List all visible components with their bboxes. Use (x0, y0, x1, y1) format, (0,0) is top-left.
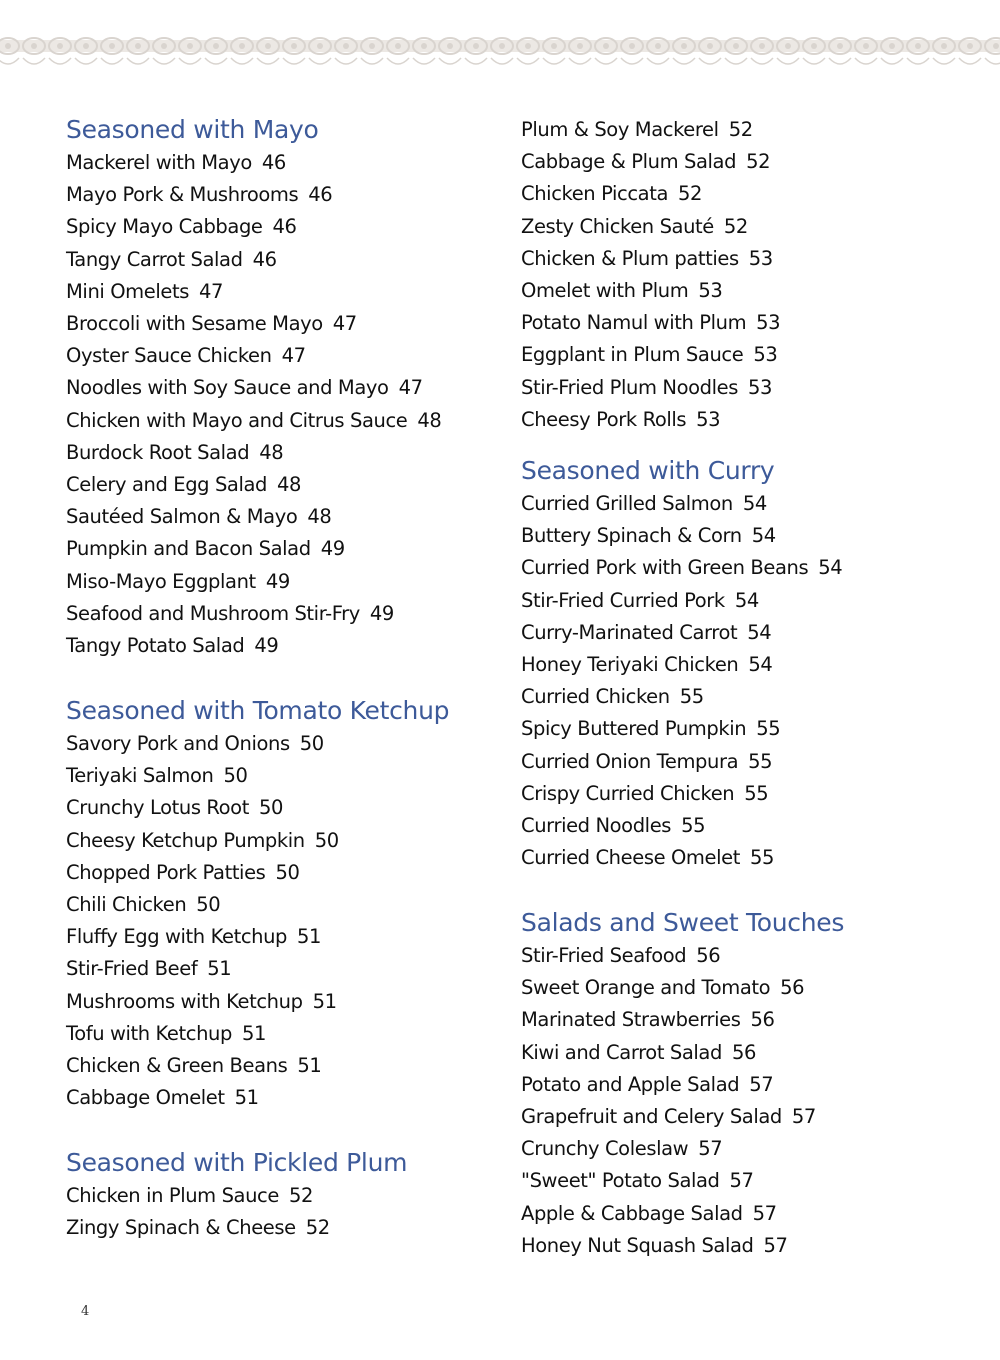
recipe-page: 50 (275, 860, 300, 884)
recipe-name: Crunchy Coleslaw (521, 1137, 689, 1161)
recipe-entry (66, 857, 506, 889)
recipe-name: Mayo Pork & Mushrooms (66, 183, 299, 207)
recipe-name: Marinated Strawberries (521, 1008, 741, 1032)
recipe-name: Miso-Mayo Eggplant (66, 569, 256, 593)
recipe-name: Cheesy Ketchup Pumpkin (66, 828, 305, 852)
section-pickled-plum (66, 1146, 506, 1244)
recipe-list (521, 940, 961, 1262)
recipe-entry (521, 520, 961, 552)
recipe-entry (521, 1101, 961, 1133)
recipe-page: 50 (196, 893, 221, 917)
recipe-entry (66, 825, 506, 857)
recipe-entry (521, 114, 961, 146)
recipe-name: Mushrooms with Ketchup (66, 989, 303, 1013)
recipe-page: 48 (277, 473, 302, 497)
recipe-entry (521, 275, 961, 307)
recipe-entry (66, 340, 506, 372)
recipe-page: 50 (258, 796, 283, 820)
recipe-entry (521, 940, 961, 972)
recipe-list (66, 728, 506, 1114)
recipe-page: 54 (734, 588, 759, 612)
recipe-name: Pumpkin and Bacon Salad (66, 537, 311, 561)
recipe-entry (521, 1004, 961, 1036)
recipe-name: Celery and Egg Salad (66, 473, 268, 497)
recipe-page: 51 (242, 1021, 267, 1045)
recipe-name: Stir-Fried Beef (66, 957, 198, 981)
recipe-name: Sautéed Salmon & Mayo (66, 505, 298, 529)
section-heading: Seasoned with Pickled Plum (66, 1148, 408, 1177)
recipe-list (66, 147, 506, 662)
recipe-page: 54 (748, 653, 773, 677)
recipe-page: 46 (308, 183, 333, 207)
recipe-name: Cabbage Omelet (66, 1086, 225, 1110)
recipe-page: 56 (750, 1008, 775, 1032)
recipe-entry (66, 437, 506, 469)
section-mayo (66, 113, 506, 662)
recipe-entry (66, 211, 506, 243)
recipe-page: 52 (305, 1216, 330, 1240)
recipe-name: Chicken Piccata (521, 182, 669, 206)
recipe-list (521, 488, 961, 874)
section-heading: Seasoned with Mayo (66, 115, 319, 144)
recipe-page: 52 (746, 150, 771, 174)
recipe-name: Mackerel with Mayo (66, 151, 252, 174)
recipe-name: Curry-Marinated Carrot (521, 620, 738, 644)
section-heading: Salads and Sweet Touches (521, 908, 845, 937)
recipe-entry (66, 276, 506, 308)
recipe-entry (66, 533, 506, 565)
recipe-entry (66, 405, 506, 437)
recipe-entry (521, 1133, 961, 1165)
recipe-entry (521, 146, 961, 178)
recipe-page: 50 (314, 828, 339, 852)
recipe-name: Grapefruit and Celery Salad (521, 1105, 782, 1129)
recipe-entry (521, 713, 961, 745)
recipe-entry (521, 778, 961, 810)
recipe-page: 47 (281, 344, 306, 368)
recipe-page: 55 (679, 685, 704, 709)
recipe-name: Honey Nut Squash Salad (521, 1233, 754, 1257)
recipe-page: 57 (791, 1105, 816, 1129)
recipe-entry (521, 211, 961, 243)
recipe-entry (521, 307, 961, 339)
recipe-page: 50 (299, 732, 324, 755)
recipe-entry (521, 649, 961, 681)
recipe-name: Noodles with Soy Sauce and Mayo (66, 376, 389, 400)
recipe-name: Stir-Fried Plum Noodles (521, 375, 738, 399)
recipe-entry (66, 244, 506, 276)
section-plum-continued (521, 114, 961, 436)
recipe-name: Spicy Buttered Pumpkin (521, 717, 747, 741)
recipe-name: Fluffy Egg with Ketchup (66, 925, 288, 949)
recipe-entry (66, 889, 506, 921)
recipe-page: 57 (698, 1137, 723, 1161)
recipe-name: Stir-Fried Seafood (521, 944, 687, 967)
recipe-page: 55 (756, 717, 781, 741)
recipe-page: 46 (272, 215, 297, 239)
recipe-entry (66, 308, 506, 340)
recipe-list (66, 1180, 506, 1244)
recipe-entry (521, 842, 961, 874)
recipe-page: 51 (207, 957, 232, 981)
recipe-name: Eggplant in Plum Sauce (521, 343, 744, 367)
recipe-name: Curried Pork with Green Beans (521, 556, 809, 580)
recipe-page: 54 (742, 492, 767, 515)
recipe-name: Curried Cheese Omelet (521, 846, 740, 870)
recipe-entry (66, 469, 506, 501)
recipe-name: Chicken in Plum Sauce (66, 1184, 279, 1207)
recipe-name: "Sweet" Potato Salad (521, 1169, 720, 1193)
recipe-name: Chicken & Plum patties (521, 246, 739, 270)
recipe-entry (521, 243, 961, 275)
recipe-name: Tofu with Ketchup (66, 1021, 232, 1045)
recipe-page: 48 (307, 505, 332, 529)
recipe-name: Chili Chicken (66, 893, 187, 917)
recipe-name: Sweet Orange and Tomato (521, 976, 771, 1000)
recipe-page: 49 (320, 537, 345, 561)
recipe-name: Omelet with Plum (521, 279, 689, 303)
recipe-page: 51 (234, 1086, 259, 1110)
recipe-name: Teriyaki Salmon (66, 764, 214, 788)
recipe-entry (521, 810, 961, 842)
recipe-entry (521, 339, 961, 371)
recipe-page: 49 (369, 601, 394, 625)
recipe-entry (521, 681, 961, 713)
recipe-entry (521, 585, 961, 617)
recipe-name: Plum & Soy Mackerel (521, 118, 719, 141)
recipe-page: 49 (254, 634, 279, 658)
recipe-page: 55 (681, 814, 706, 838)
recipe-page: 56 (696, 944, 721, 967)
recipe-entry (521, 372, 961, 404)
recipe-name: Curried Noodles (521, 814, 672, 838)
recipe-page: 56 (780, 976, 805, 1000)
recipe-name: Chopped Pork Patties (66, 860, 266, 884)
recipe-entry (521, 488, 961, 520)
recipe-page: 52 (723, 214, 748, 238)
recipe-page: 51 (312, 989, 337, 1013)
recipe-name: Potato and Apple Salad (521, 1072, 740, 1096)
recipe-page: 53 (756, 311, 781, 335)
recipe-page: 47 (398, 376, 423, 400)
recipe-page: 52 (728, 118, 753, 141)
recipe-page: 53 (698, 279, 723, 303)
recipe-name: Curried Chicken (521, 685, 670, 709)
section-tomato-ketchup (66, 694, 506, 1114)
recipe-entry (521, 746, 961, 778)
recipe-page: 57 (763, 1233, 788, 1257)
recipe-name: Cabbage & Plum Salad (521, 150, 737, 174)
recipe-entry (521, 1230, 961, 1262)
recipe-page: 46 (252, 247, 277, 271)
recipe-entry (521, 1198, 961, 1230)
recipe-name: Curried Grilled Salmon (521, 492, 733, 515)
recipe-entry (66, 566, 506, 598)
recipe-page: 51 (297, 925, 322, 949)
recipe-page: 48 (259, 440, 284, 464)
recipe-page: 47 (332, 312, 357, 336)
recipe-page: 55 (749, 846, 774, 870)
recipe-page: 52 (288, 1184, 313, 1207)
recipe-entry (521, 404, 961, 436)
section-heading: Seasoned with Curry (521, 456, 775, 485)
lace-border (0, 0, 1000, 78)
recipe-name: Zingy Spinach & Cheese (66, 1216, 296, 1240)
recipe-page: 51 (297, 1054, 322, 1078)
recipe-name: Oyster Sauce Chicken (66, 344, 272, 368)
recipe-entry (66, 179, 506, 211)
recipe-entry (66, 1082, 506, 1114)
recipe-page: 46 (261, 151, 286, 174)
recipe-name: Savory Pork and Onions (66, 732, 290, 755)
recipe-page: 54 (818, 556, 843, 580)
recipe-page: 53 (753, 343, 778, 367)
recipe-page: 55 (748, 749, 773, 773)
recipe-entry (521, 972, 961, 1004)
recipe-page: 47 (198, 279, 223, 303)
recipe-entry (66, 728, 506, 760)
recipe-page: 56 (731, 1040, 756, 1064)
recipe-name: Tangy Carrot Salad (66, 247, 243, 271)
recipe-page: 48 (417, 408, 442, 432)
recipe-name: Crispy Curried Chicken (521, 781, 735, 805)
recipe-name: Chicken & Green Beans (66, 1054, 288, 1078)
recipe-entry (66, 792, 506, 824)
recipe-entry (66, 953, 506, 985)
recipe-name: Buttery Spinach & Corn (521, 524, 742, 548)
recipe-name: Tangy Potato Salad (66, 634, 245, 658)
recipe-name: Apple & Cabbage Salad (521, 1201, 743, 1225)
recipe-name: Spicy Mayo Cabbage (66, 215, 263, 239)
section-salads-sweet (521, 906, 961, 1262)
recipe-page: 53 (747, 375, 772, 399)
recipe-page: 53 (696, 407, 721, 431)
recipe-entry (66, 147, 506, 179)
recipe-entry (521, 1165, 961, 1197)
section-curry (521, 454, 961, 874)
recipe-entry (66, 630, 506, 662)
recipe-entry (66, 921, 506, 953)
recipe-name: Cheesy Pork Rolls (521, 407, 687, 431)
recipe-name: Seafood and Mushroom Stir-Fry (66, 601, 360, 625)
recipe-page: 50 (223, 764, 248, 788)
recipe-name: Honey Teriyaki Chicken (521, 653, 739, 677)
recipe-entry (521, 1037, 961, 1069)
recipe-name: Potato Namul with Plum (521, 311, 747, 335)
recipe-entry (66, 1180, 506, 1212)
recipe-name: Crunchy Lotus Root (66, 796, 249, 820)
recipe-name: Mini Omelets (66, 279, 189, 303)
recipe-page: 54 (751, 524, 776, 548)
recipe-page: 57 (749, 1072, 774, 1096)
page-number: 4 (81, 1304, 90, 1319)
recipe-page: 53 (748, 246, 773, 270)
recipe-page: 54 (747, 620, 772, 644)
recipe-page: 57 (752, 1201, 777, 1225)
recipe-entry (66, 986, 506, 1018)
recipe-name: Stir-Fried Curried Pork (521, 588, 725, 612)
recipe-entry (66, 372, 506, 404)
recipe-entry (66, 501, 506, 533)
recipe-entry (66, 1212, 506, 1244)
recipe-entry (66, 1050, 506, 1082)
recipe-name: Burdock Root Salad (66, 440, 250, 464)
recipe-entry (66, 1018, 506, 1050)
recipe-entry (521, 617, 961, 649)
recipe-name: Zesty Chicken Sauté (521, 214, 714, 238)
recipe-entry (66, 760, 506, 792)
recipe-name: Chicken with Mayo and Citrus Sauce (66, 408, 408, 432)
recipe-list (521, 114, 961, 436)
recipe-entry (521, 178, 961, 210)
recipe-page: 57 (729, 1169, 754, 1193)
recipe-page: 52 (678, 182, 703, 206)
recipe-name: Kiwi and Carrot Salad (521, 1040, 722, 1064)
recipe-entry (521, 552, 961, 584)
section-heading: Seasoned with Tomato Ketchup (66, 696, 450, 725)
recipe-page: 55 (744, 781, 769, 805)
recipe-entry (66, 598, 506, 630)
recipe-entry (521, 1069, 961, 1101)
recipe-name: Broccoli with Sesame Mayo (66, 312, 323, 336)
recipe-page: 49 (265, 569, 290, 593)
recipe-name: Curried Onion Tempura (521, 749, 739, 773)
